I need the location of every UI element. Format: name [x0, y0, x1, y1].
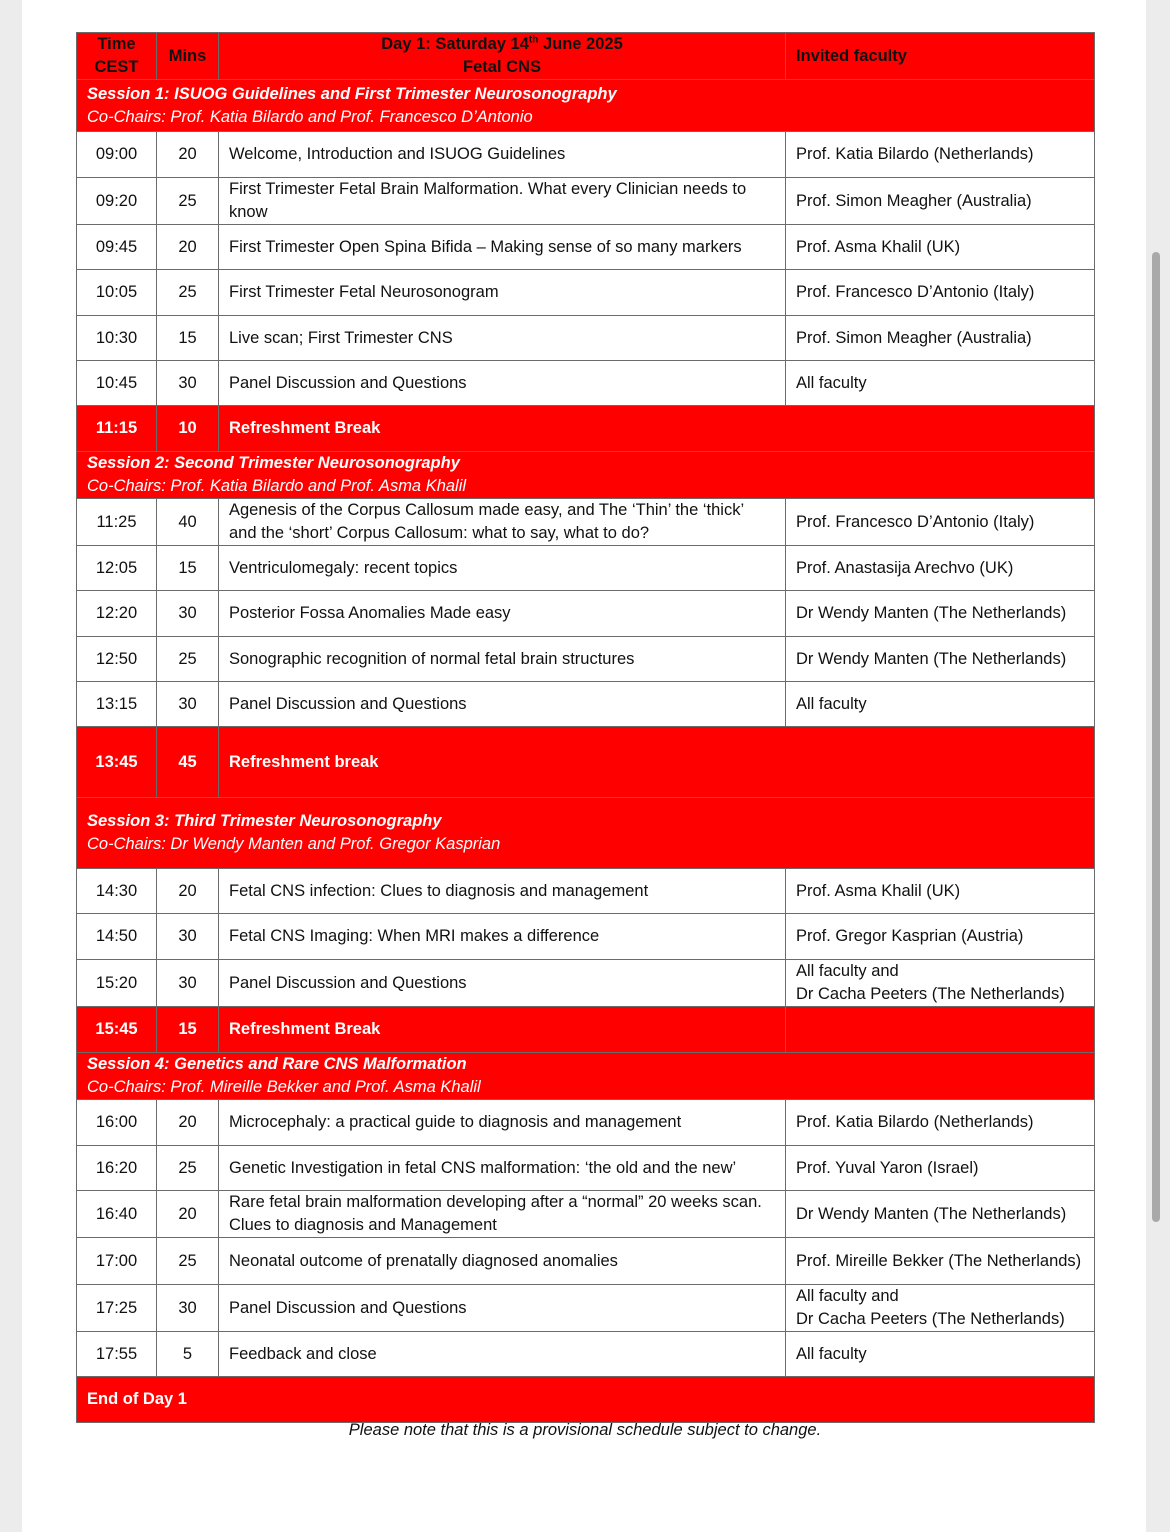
table-cell: Neonatal outcome of prenatally diagnosed anomalies	[219, 1238, 786, 1285]
table-cell: 12:50	[77, 637, 157, 682]
session-title: Session 4: Genetics and Rare CNS Malformation	[87, 1055, 467, 1073]
table-cell: End of Day 1	[77, 1377, 1095, 1423]
table-cell: 17:00	[77, 1238, 157, 1285]
session-chairs: Co-Chairs: Prof. Mireille Bekker and Prof. Asma Khalil	[87, 1078, 481, 1096]
table-cell: Microcephaly: a practical guide to diagnosis and management	[219, 1100, 786, 1146]
table-cell: Dr Wendy Manten (The Netherlands)	[786, 1191, 1095, 1238]
table-cell: Dr Wendy Manten (The Netherlands)	[786, 591, 1095, 637]
table-cell: 17:25	[77, 1285, 157, 1332]
table-cell	[77, 452, 1095, 499]
footnote: Please note that this is a provisional schedule subject to change.	[348, 1421, 822, 1439]
table-cell: All faculty	[786, 1332, 1095, 1377]
session-chairs: Co-Chairs: Prof. Katia Bilardo and Prof. Francesco D’Antonio	[87, 107, 533, 126]
table-cell: 25	[157, 1238, 219, 1285]
session-header	[77, 1053, 1095, 1100]
table-cell: Prof. Yuval Yaron (Israel)	[786, 1146, 1095, 1191]
break-row	[77, 1007, 1095, 1053]
table-cell: Feedback and close	[219, 1332, 786, 1377]
schedule-table	[76, 32, 1095, 1423]
table-cell: First Trimester Open Spina Bifida – Making sense of so many markers	[219, 225, 786, 270]
table-row	[77, 637, 1095, 682]
table-cell: Prof. Gregor Kasprian (Austria)	[786, 914, 1095, 960]
table-cell: 15:45	[77, 1007, 157, 1053]
header-row	[77, 33, 1095, 80]
break-row	[77, 406, 1095, 452]
table-cell: 10:30	[77, 316, 157, 361]
table-cell: First Trimester Fetal Brain Malformation. What every Clinician needs to know	[219, 178, 786, 225]
table-cell: Fetal CNS Imaging: When MRI makes a difference	[219, 914, 786, 960]
table-cell: 10:45	[77, 361, 157, 406]
table-row	[77, 591, 1095, 637]
table-cell: 30	[157, 960, 219, 1007]
session-title: Session 3: Third Trimester Neurosonography	[87, 812, 442, 830]
table-cell: 09:00	[77, 132, 157, 178]
table-cell: Prof. Asma Khalil (UK)	[786, 869, 1095, 914]
table-cell: 25	[157, 1146, 219, 1191]
table-cell: Ventriculomegaly: recent topics	[219, 546, 786, 591]
scrollbar[interactable]	[1152, 252, 1160, 1222]
table-cell: Prof. Francesco D’Antonio (Italy)	[786, 499, 1095, 546]
table-cell: First Trimester Fetal Neurosonogram	[219, 270, 786, 316]
table-row	[77, 178, 1095, 225]
table-cell: 25	[157, 270, 219, 316]
table-cell: Prof. Simon Meagher (Australia)	[786, 178, 1095, 225]
table-row	[77, 960, 1095, 1007]
table-cell: 20	[157, 869, 219, 914]
session-header	[77, 452, 1095, 499]
break-row	[77, 727, 1095, 798]
table-cell: Prof. Anastasija Arechvo (UK)	[786, 546, 1095, 591]
table-cell: All faculty	[786, 682, 1095, 727]
table-cell: 15:20	[77, 960, 157, 1007]
end-row	[77, 1377, 1095, 1423]
table-cell: Panel Discussion and Questions	[219, 682, 786, 727]
table-row	[77, 546, 1095, 591]
table-cell: 12:05	[77, 546, 157, 591]
table-row	[77, 1238, 1095, 1285]
table-cell: 25	[157, 178, 219, 225]
table-cell: 16:20	[77, 1146, 157, 1191]
session-chairs: Co-Chairs: Dr Wendy Manten and Prof. Gregor Kasprian	[87, 835, 501, 853]
table-row	[77, 1146, 1095, 1191]
table-cell: 14:30	[77, 869, 157, 914]
table-row	[77, 1191, 1095, 1238]
table-cell	[77, 798, 1095, 869]
table-cell: Panel Discussion and Questions	[219, 361, 786, 406]
day-header: Day 1: Saturday 14th June 2025 Fetal CNS	[219, 33, 786, 80]
session-chairs: Co-Chairs: Prof. Katia Bilardo and Prof. Asma Khalil	[87, 477, 467, 495]
table-cell: 30	[157, 591, 219, 637]
table-cell: 16:00	[77, 1100, 157, 1146]
table-cell: Panel Discussion and Questions	[219, 960, 786, 1007]
session-header	[77, 80, 1095, 132]
table-cell: 30	[157, 682, 219, 727]
mins-header: Mins	[157, 33, 219, 80]
table-cell	[786, 1007, 1095, 1053]
table-cell: 13:45	[77, 727, 157, 798]
table-cell: 14:50	[77, 914, 157, 960]
table-cell: Rare fetal brain malformation developing after a “normal” 20 weeks scan. Clues to diagnosis and Management	[219, 1191, 786, 1238]
table-cell: 12:20	[77, 591, 157, 637]
table-cell: Agenesis of the Corpus Callosum made easy, and The ‘Thin’ the ‘thick’ and the ‘short’ Corpus Callosum: what to say, what to do?	[219, 499, 786, 546]
table-cell: 5	[157, 1332, 219, 1377]
table-cell: Prof. Katia Bilardo (Netherlands)	[786, 1100, 1095, 1146]
table-cell: 15	[157, 546, 219, 591]
table-cell: 45	[157, 727, 219, 798]
table-row	[77, 1332, 1095, 1377]
table-row	[77, 270, 1095, 316]
table-cell: Prof. Mireille Bekker (The Netherlands)	[786, 1238, 1095, 1285]
table-cell: All faculty and Dr Cacha Peeters (The Netherlands)	[786, 960, 1095, 1007]
table-cell: 16:40	[77, 1191, 157, 1238]
table-cell: Dr Wendy Manten (The Netherlands)	[786, 637, 1095, 682]
table-cell: 09:45	[77, 225, 157, 270]
table-cell: All faculty and Dr Cacha Peeters (The Netherlands)	[786, 1285, 1095, 1332]
table-cell: All faculty	[786, 361, 1095, 406]
table-cell: Refreshment Break	[219, 1007, 786, 1053]
session-header	[77, 798, 1095, 869]
table-cell	[77, 1053, 1095, 1100]
table-cell: Panel Discussion and Questions	[219, 1285, 786, 1332]
faculty-header: Invited faculty	[786, 33, 1095, 80]
table-cell: 09:20	[77, 178, 157, 225]
table-cell: Prof. Asma Khalil (UK)	[786, 225, 1095, 270]
table-cell: Prof. Francesco D’Antonio (Italy)	[786, 270, 1095, 316]
table-cell: Refreshment break	[219, 727, 1095, 798]
table-cell: 17:55	[77, 1332, 157, 1377]
table-row	[77, 316, 1095, 361]
table-cell: Posterior Fossa Anomalies Made easy	[219, 591, 786, 637]
table-row	[77, 869, 1095, 914]
table-cell: Prof. Simon Meagher (Australia)	[786, 316, 1095, 361]
table-cell: 11:25	[77, 499, 157, 546]
table-row	[77, 914, 1095, 960]
table-cell: Genetic Investigation in fetal CNS malformation: ‘the old and the new’	[219, 1146, 786, 1191]
table-cell: 13:15	[77, 682, 157, 727]
table-cell: 30	[157, 914, 219, 960]
session-title: Session 2: Second Trimester Neurosonography	[87, 454, 460, 472]
table-cell: 20	[157, 1100, 219, 1146]
table-row	[77, 225, 1095, 270]
table-row	[77, 682, 1095, 727]
table-cell: Prof. Katia Bilardo (Netherlands)	[786, 132, 1095, 178]
table-row	[77, 1100, 1095, 1146]
table-cell: 11:15	[77, 406, 157, 452]
time-header: Time CEST	[77, 33, 157, 80]
table-cell: 15	[157, 316, 219, 361]
table-cell: Refreshment Break	[219, 406, 1095, 452]
table-cell: 20	[157, 1191, 219, 1238]
table-cell	[77, 80, 1095, 132]
table-cell: Live scan; First Trimester CNS	[219, 316, 786, 361]
table-cell: Fetal CNS infection: Clues to diagnosis and management	[219, 869, 786, 914]
session-title: Session 1: ISUOG Guidelines and First Trimester Neurosonography	[87, 84, 617, 103]
table-cell: 20	[157, 132, 219, 178]
table-cell: 40	[157, 499, 219, 546]
table-cell: Welcome, Introduction and ISUOG Guidelines	[219, 132, 786, 178]
table-cell: 10:05	[77, 270, 157, 316]
table-cell: 15	[157, 1007, 219, 1053]
table-row	[77, 361, 1095, 406]
table-cell: 20	[157, 225, 219, 270]
table-row	[77, 1285, 1095, 1332]
table-cell: 30	[157, 1285, 219, 1332]
table-row	[77, 499, 1095, 546]
table-cell: 25	[157, 637, 219, 682]
table-cell: Sonographic recognition of normal fetal brain structures	[219, 637, 786, 682]
table-cell: 10	[157, 406, 219, 452]
table-cell: 30	[157, 361, 219, 406]
table-row	[77, 132, 1095, 178]
